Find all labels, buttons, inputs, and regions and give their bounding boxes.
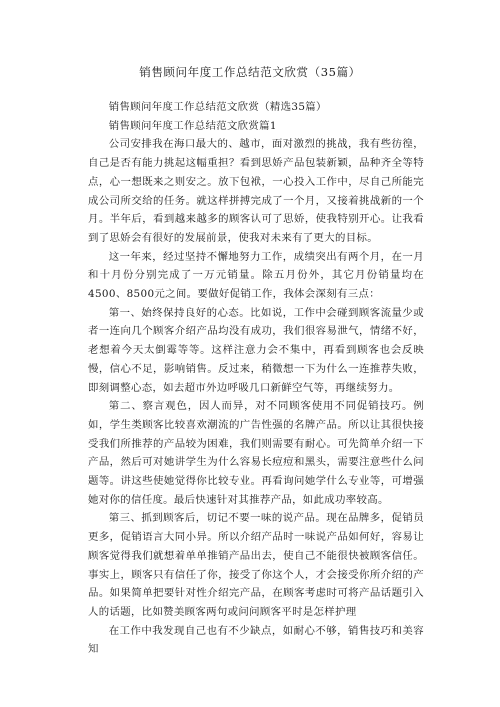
- paragraph-4: 第二、察言观色，因人而异，对不同顾客使用不同促销技巧。例如，学生类顾客比较喜欢潮流的广告性强的名牌产品。所以让其很快接受我们所推荐的产品较为困难，我们则需要有耐心。可先简单介绍一下产品，然后可对她讲学生为什么容易长痘痘和黑头，需要注意些什么问题等。讲这些使她觉得你比较专业。再看询问她学什么专业等，可增强她对你的信任度。最后快速针对其推荐产品，如此成功率较高。: [88, 400, 424, 506]
- document-body: [88, 98, 424, 659]
- paragraph-5: 第三、抓到顾客后，切记不要一味的说产品。现在品牌多，促销员更多，促销语言大同小异。所以介绍产品时一味说产品如何好，容易让顾客觉得我们就想着单单推销产品出去，使自己不能很快被顾客信任。事实上，顾客只有信任了你，接受了你这个人，才会接受你所介绍的产品。如果简单把要针对性介绍完产品，在顾客考虑时可将产品话题引入人的话题，比如赞美顾客两句或问问顾客平时是怎样护理: [88, 512, 424, 618]
- document-title: 销售顾问年度工作总结范文欣赏（35篇）: [139, 65, 361, 79]
- paragraph-1: 公司安排我在海口最大的、越市，面对激烈的挑战，我有些彷徨，自己是否有能力挑起这幅重担？看到思娇产品包装新颖，品种齐全等特点，心一想既来之则安之。放下包袱，一心投入工作中，尽自己所能完成公司所交给的任务。就这样拼搏完成了一个月，又接着挑战新的一个月。半年后，看到越来越多的顾客认可了思娇，使我特别开心。让我看到了思娇会有很好的发展前景，使我对未来有了更大的目标。: [88, 138, 424, 244]
- document-subtitle: 销售顾问年度工作总结范文欣赏（精选35篇）: [108, 101, 327, 113]
- paragraph-2: 这一年来，经过坚持不懈地努力工作，成绩突出有两个月，在一月和十月份分别完成了一万元销量。除五月份外，其它月份销量均在4500、8500元之间。要做好促销工作，我体会深刻有三点：: [88, 250, 424, 301]
- paragraph-3: 第一、始终保持良好的心态。比如说，工作中会碰到顾客流量少或者一连向几个顾客介绍产品均没有成功，我们很容易泄气，情绪不好，老想着今天太倒霉等等。这样注意力会不集中，再看到顾客也会反映慢，信心不足，影响销售。反过来，稍微想一下为什么一连推荐失败，即刻调整心态，如去超市外边呼吸几口新鲜空气等，再继续努力。: [88, 306, 424, 394]
- paragraph-6: 在工作中我发现自己也有不少缺点，如耐心不够，销售技巧和美容知: [88, 624, 424, 656]
- section-heading: 销售顾问年度工作总结范文欣赏篇1: [108, 119, 277, 132]
